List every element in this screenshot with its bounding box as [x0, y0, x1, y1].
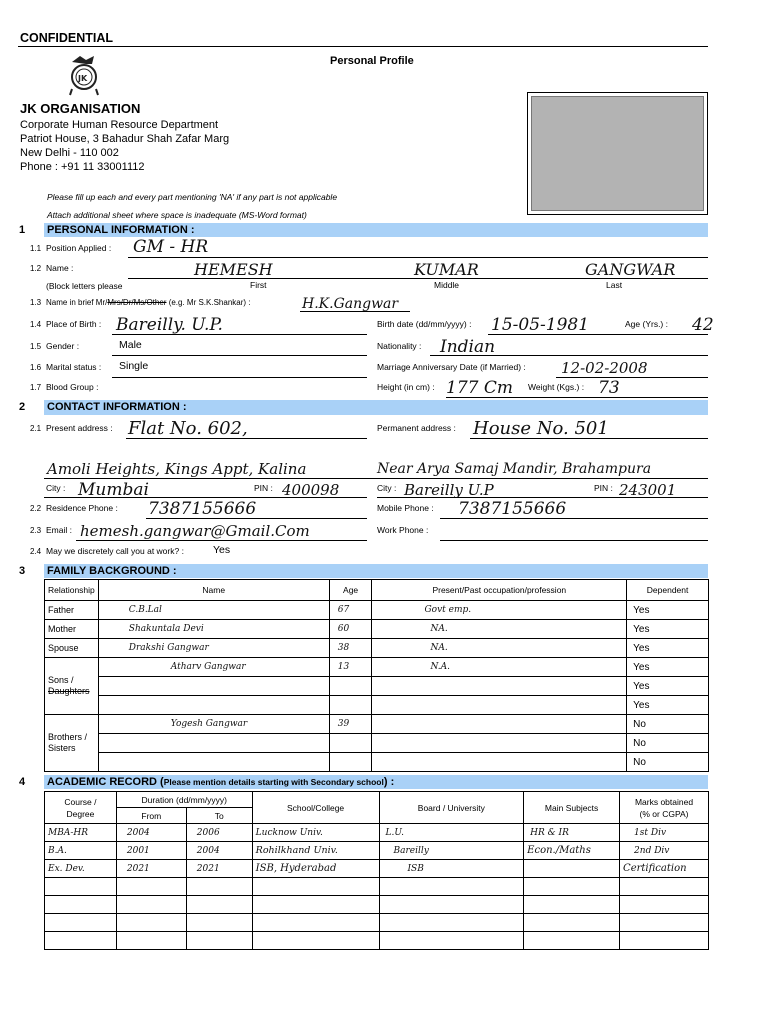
- acad-empty[interactable]: [116, 878, 186, 896]
- acad-empty[interactable]: [620, 878, 709, 896]
- num-2-4: 2.4: [30, 547, 42, 556]
- acad-h-school: School/College: [252, 792, 379, 824]
- fam-occ-son1[interactable]: N.A.: [372, 658, 627, 677]
- address-line2-underline: [44, 478, 708, 479]
- pob-label: Place of Birth :: [46, 319, 102, 329]
- confidential-label: CONFIDENTIAL: [20, 31, 114, 45]
- present-line1-underline: [126, 438, 367, 439]
- permanent-address-line1[interactable]: House No. 501: [473, 418, 609, 439]
- mobile-underline: [440, 518, 708, 519]
- acad-empty[interactable]: [252, 896, 379, 914]
- acad-subjects[interactable]: HR & IR: [524, 824, 620, 842]
- acad-empty[interactable]: [379, 878, 524, 896]
- fam-occ-spouse[interactable]: NA.: [372, 639, 627, 658]
- acad-empty[interactable]: [45, 914, 117, 932]
- acad-to[interactable]: 2021: [186, 860, 252, 878]
- acad-course[interactable]: Ex. Dev.: [45, 860, 117, 878]
- fam-dep-bro1[interactable]: No: [627, 715, 709, 734]
- fam-rel-sons: [45, 658, 99, 715]
- fam-h-name: Name: [98, 580, 329, 601]
- fam-rel-brothers: [45, 715, 99, 772]
- work-phone-label: Work Phone :: [377, 525, 429, 535]
- acad-empty[interactable]: [379, 932, 524, 950]
- call-work-label: May we discretely call you at work? :: [46, 546, 184, 556]
- brief-label-strike: Mrs/Dr/Ms/Other: [107, 298, 167, 307]
- num-2-1: 2.1: [30, 424, 42, 433]
- table-row: [45, 715, 709, 734]
- brief-name-value[interactable]: H.K.Gangwar: [302, 296, 399, 312]
- table-row: [45, 842, 709, 860]
- permanent-pin-label: PIN :: [594, 483, 613, 493]
- gender-label: Gender :: [46, 341, 80, 351]
- num-1-2: 1.2: [30, 264, 42, 273]
- email-value[interactable]: hemesh.gangwar@Gmail.Com: [80, 522, 310, 540]
- position-label: Position Applied :: [46, 243, 112, 253]
- photo-placeholder[interactable]: [527, 92, 708, 215]
- permanent-pin-value[interactable]: 243001: [619, 481, 677, 499]
- fam-name-mother[interactable]: Shakuntala Devi: [98, 620, 329, 639]
- height-value[interactable]: 177 Cm: [446, 378, 513, 398]
- num-1-5: 1.5: [30, 342, 42, 351]
- permanent-city-underline: [377, 497, 708, 498]
- position-value[interactable]: GM - HR: [133, 237, 209, 257]
- num-1-4: 1.4: [30, 320, 42, 329]
- present-pin-label: PIN :: [254, 483, 273, 493]
- fam-rel-spouse: Spouse: [45, 639, 99, 658]
- fam-age-mother[interactable]: 60: [329, 620, 372, 639]
- acad-empty[interactable]: [45, 932, 117, 950]
- acad-school[interactable]: ISB, Hyderabad: [252, 860, 379, 878]
- acad-empty[interactable]: [252, 878, 379, 896]
- acad-empty[interactable]: [45, 878, 117, 896]
- res-phone-underline: [146, 518, 367, 519]
- acad-from[interactable]: 2004: [116, 824, 186, 842]
- section-3-title: FAMILY BACKGROUND :: [47, 565, 177, 577]
- section-2-number: 2: [19, 401, 26, 413]
- fam-rel-mother: Mother: [45, 620, 99, 639]
- academic-table: [44, 791, 709, 950]
- fam-dep-son2[interactable]: Yes: [627, 677, 709, 696]
- table-row: [45, 896, 709, 914]
- anniv-value[interactable]: 12-02-2008: [561, 359, 648, 377]
- position-underline: [128, 257, 708, 258]
- block-letters-note: (Block letters please: [46, 281, 123, 291]
- acad-marks[interactable]: 1st Div: [620, 824, 709, 842]
- section-1-title: PERSONAL INFORMATION :: [47, 224, 195, 236]
- acad-empty[interactable]: [116, 932, 186, 950]
- acad-to[interactable]: 2006: [186, 824, 252, 842]
- section-4-title-main: ACADEMIC RECORD (: [47, 776, 164, 788]
- fam-occ-father[interactable]: Govt emp.: [372, 601, 627, 620]
- section-4-end: ) :: [383, 776, 395, 788]
- fam-rel-father: Father: [45, 601, 99, 620]
- acad-empty[interactable]: [116, 896, 186, 914]
- marital-value[interactable]: Single: [119, 360, 149, 372]
- fam-age-father[interactable]: 67: [329, 601, 372, 620]
- acad-h-duration: Duration (dd/mm/yyyy): [116, 792, 252, 808]
- num-1-7: 1.7: [30, 383, 42, 392]
- acad-empty[interactable]: [186, 878, 252, 896]
- org-phone: Phone : +91 11 33001112: [20, 161, 145, 173]
- sons-label-a: Sons /: [48, 675, 74, 685]
- permanent-city-value[interactable]: Bareilly U.P: [404, 481, 494, 499]
- acad-empty[interactable]: [186, 896, 252, 914]
- section-1-number: 1: [19, 224, 26, 236]
- num-1-3: 1.3: [30, 298, 42, 307]
- fam-occ-bro3[interactable]: [372, 753, 627, 772]
- fam-name-father[interactable]: C.B.Lal: [98, 601, 329, 620]
- acad-from[interactable]: 2001: [116, 842, 186, 860]
- acad-empty[interactable]: [186, 914, 252, 932]
- table-row: [45, 696, 709, 715]
- pob-underline: [112, 334, 367, 335]
- first-label: First: [250, 280, 267, 290]
- acad-empty[interactable]: [252, 932, 379, 950]
- acad-empty[interactable]: [116, 914, 186, 932]
- present-pin-value[interactable]: 400098: [282, 481, 340, 499]
- section-4-number: 4: [19, 776, 26, 788]
- section-4-title: [47, 775, 394, 789]
- table-row: [45, 658, 709, 677]
- family-header-row: [45, 580, 709, 601]
- permanent-address-line2[interactable]: Near Arya Samaj Mandir, Brahampura: [377, 461, 652, 477]
- org-address-1: Corporate Human Resource Department: [20, 119, 219, 131]
- acad-h-course-b: Degree: [66, 808, 95, 819]
- permanent-city-label: City :: [377, 483, 397, 493]
- brief-underline: [300, 311, 410, 312]
- fam-age-spouse[interactable]: 38: [329, 639, 372, 658]
- table-row: [45, 914, 709, 932]
- fam-age-son2[interactable]: [329, 677, 372, 696]
- nationality-value[interactable]: Indian: [440, 337, 496, 357]
- acad-subjects[interactable]: Econ./Maths: [524, 842, 620, 860]
- header-rule: [18, 46, 708, 47]
- acad-to[interactable]: 2004: [186, 842, 252, 860]
- form-title: Personal Profile: [330, 55, 414, 67]
- acad-subjects[interactable]: [524, 860, 620, 878]
- pob-value[interactable]: Bareilly. U.P.: [116, 315, 223, 335]
- table-row: [45, 860, 709, 878]
- fam-occ-son2[interactable]: [372, 677, 627, 696]
- instruction-2: Attach additional sheet where space is inadequate (MS-Word format): [47, 210, 307, 220]
- acad-school[interactable]: Lucknow Univ.: [252, 824, 379, 842]
- dob-underline: [488, 334, 708, 335]
- acad-h-course-a: Course /: [64, 796, 97, 807]
- brief-label-b: (e.g. Mr S.K.Shankar) :: [166, 298, 251, 307]
- fam-dep-mother[interactable]: Yes: [627, 620, 709, 639]
- acad-marks[interactable]: 2nd Div: [620, 842, 709, 860]
- photo-box: [531, 96, 704, 211]
- table-row: [45, 824, 709, 842]
- height-label: Height (in cm) :: [377, 382, 435, 392]
- acad-h-marks: [620, 792, 709, 824]
- acad-empty[interactable]: [45, 896, 117, 914]
- acad-empty[interactable]: [524, 932, 620, 950]
- present-address-line2[interactable]: Amoli Heights, Kings Appt, Kalina: [47, 460, 307, 478]
- table-row: [45, 878, 709, 896]
- name-label: Name :: [46, 263, 74, 273]
- family-table: [44, 579, 709, 772]
- middle-label: Middle: [434, 280, 460, 290]
- gender-value[interactable]: Male: [119, 339, 142, 351]
- fam-h-relationship: Relationship: [45, 580, 99, 601]
- nationality-label: Nationality :: [377, 341, 422, 351]
- academic-header-row: [45, 792, 709, 808]
- fam-name-spouse[interactable]: Drakshi Gangwar: [98, 639, 329, 658]
- marital-label: Marital status :: [46, 362, 102, 372]
- permanent-address-label: Permanent address :: [377, 423, 456, 433]
- acad-empty[interactable]: [379, 896, 524, 914]
- acad-h-to: To: [186, 808, 252, 824]
- anniv-underline: [556, 377, 708, 378]
- email-underline: [76, 540, 367, 541]
- acad-h-from: From: [116, 808, 186, 824]
- fam-h-occupation: Present/Past occupation/profession: [372, 580, 627, 601]
- acad-empty[interactable]: [524, 914, 620, 932]
- res-phone-value[interactable]: 7387155666: [148, 499, 257, 519]
- num-2-3: 2.3: [30, 526, 42, 535]
- nationality-underline: [430, 355, 708, 356]
- acad-from[interactable]: 2021: [116, 860, 186, 878]
- acad-h-course: [45, 792, 117, 824]
- mobile-label: Mobile Phone :: [377, 503, 434, 513]
- acad-empty[interactable]: [620, 896, 709, 914]
- fam-dep-son3[interactable]: Yes: [627, 696, 709, 715]
- acad-empty[interactable]: [620, 914, 709, 932]
- fam-occ-mother[interactable]: NA.: [372, 620, 627, 639]
- fam-dep-bro2[interactable]: No: [627, 734, 709, 753]
- table-row: [45, 639, 709, 658]
- fam-h-age: Age: [329, 580, 372, 601]
- acad-board[interactable]: ISB: [379, 860, 524, 878]
- bro-label-a: Brothers /: [48, 732, 88, 742]
- table-row: [45, 753, 709, 772]
- acad-marks[interactable]: Certification: [620, 860, 709, 878]
- dob-label: Birth date (dd/mm/yyyy) :: [377, 319, 472, 329]
- svg-text:JK: JK: [78, 74, 88, 83]
- fam-name-son1[interactable]: Atharv Gangwar: [98, 658, 329, 677]
- age-label: Age (Yrs.) :: [625, 319, 668, 329]
- fam-name-bro1[interactable]: Yogesh Gangwar: [98, 715, 329, 734]
- fam-dep-father[interactable]: Yes: [627, 601, 709, 620]
- work-phone-underline: [440, 540, 708, 541]
- last-label: Last: [606, 280, 623, 290]
- fam-age-bro3[interactable]: [329, 753, 372, 772]
- fam-name-son2[interactable]: [98, 677, 329, 696]
- dob-value[interactable]: 15-05-1981: [491, 315, 590, 335]
- fam-age-son3[interactable]: [329, 696, 372, 715]
- table-row: [45, 620, 709, 639]
- jk-logo: [64, 52, 104, 96]
- weight-label: Weight (Kgs.) :: [528, 382, 585, 392]
- acad-empty[interactable]: [524, 896, 620, 914]
- acad-h-board: Board / University: [379, 792, 524, 824]
- acad-empty[interactable]: [186, 932, 252, 950]
- num-2-2: 2.2: [30, 504, 42, 513]
- fam-occ-bro1[interactable]: [372, 715, 627, 734]
- acad-course[interactable]: MBA-HR: [45, 824, 117, 842]
- acad-empty[interactable]: [524, 878, 620, 896]
- acad-empty[interactable]: [252, 914, 379, 932]
- num-1-6: 1.6: [30, 363, 42, 372]
- org-address-3: New Delhi - 110 002: [20, 147, 119, 159]
- table-row: [45, 601, 709, 620]
- weight-value[interactable]: 73: [598, 378, 620, 398]
- sons-label-b: Daughters: [48, 686, 90, 696]
- org-address-2: Patriot House, 3 Bahadur Shah Zafar Marg: [20, 133, 230, 145]
- acad-h-marks-b: (% or CGPA): [639, 808, 689, 819]
- present-city-label: City :: [46, 483, 66, 493]
- fam-dep-spouse[interactable]: Yes: [627, 639, 709, 658]
- fam-name-bro2[interactable]: [98, 734, 329, 753]
- name-underline: [128, 278, 708, 279]
- email-label: Email :: [46, 525, 72, 535]
- fam-name-bro3[interactable]: [98, 753, 329, 772]
- fam-age-bro2[interactable]: [329, 734, 372, 753]
- age-value[interactable]: 42: [692, 315, 714, 335]
- first-name-value[interactable]: HEMESH: [194, 260, 273, 279]
- last-name-value[interactable]: GANGWAR: [585, 260, 676, 279]
- blood-underline: [260, 377, 367, 378]
- permanent-line1-underline: [470, 438, 708, 439]
- acad-h-marks-a: Marks obtained: [634, 796, 694, 807]
- fam-name-son3[interactable]: [98, 696, 329, 715]
- acad-empty[interactable]: [620, 932, 709, 950]
- middle-name-value[interactable]: KUMAR: [414, 260, 479, 279]
- acad-board[interactable]: Bareilly: [379, 842, 524, 860]
- num-1-1: 1.1: [30, 244, 42, 253]
- acad-school[interactable]: Rohilkhand Univ.: [252, 842, 379, 860]
- anniv-label: Marriage Anniversary Date (if Married) :: [377, 362, 526, 372]
- acad-h-subjects: Main Subjects: [524, 792, 620, 824]
- mobile-value[interactable]: 7387155666: [458, 499, 567, 519]
- present-city-value[interactable]: Mumbai: [78, 480, 149, 500]
- acad-empty[interactable]: [379, 914, 524, 932]
- table-row: [45, 932, 709, 950]
- fam-occ-bro2[interactable]: [372, 734, 627, 753]
- org-name: JK ORGANISATION: [20, 101, 141, 116]
- fam-dep-son1[interactable]: Yes: [627, 658, 709, 677]
- brief-name-label: [46, 297, 251, 308]
- section-3-number: 3: [19, 565, 26, 577]
- acad-board[interactable]: L.U.: [379, 824, 524, 842]
- table-row: [45, 677, 709, 696]
- acad-course[interactable]: B.A.: [45, 842, 117, 860]
- fam-h-dependent: Dependent: [627, 580, 709, 601]
- table-row: [45, 734, 709, 753]
- height-underline: [446, 397, 708, 398]
- section-2-title: CONTACT INFORMATION :: [47, 401, 187, 413]
- fam-age-bro1[interactable]: 39: [329, 715, 372, 734]
- fam-age-son1[interactable]: 13: [329, 658, 372, 677]
- fam-occ-son3[interactable]: [372, 696, 627, 715]
- instruction-1: Please fill up each and every part mentioning 'NA' if any part is not applicable: [47, 192, 338, 202]
- present-address-label: Present address :: [46, 423, 113, 433]
- section-4-note: Please mention details starting with Secondary school: [163, 777, 384, 787]
- brief-label-a: Name in brief Mr/: [46, 298, 108, 307]
- call-work-value[interactable]: Yes: [213, 544, 231, 556]
- present-city-underline: [44, 497, 367, 498]
- res-phone-label: Residence Phone :: [46, 503, 118, 513]
- present-address-line1[interactable]: Flat No. 602,: [128, 418, 248, 439]
- fam-dep-bro3[interactable]: No: [627, 753, 709, 772]
- bro-label-b: Sisters: [48, 743, 76, 753]
- gender-underline: [112, 355, 367, 356]
- blood-label: Blood Group :: [46, 382, 99, 392]
